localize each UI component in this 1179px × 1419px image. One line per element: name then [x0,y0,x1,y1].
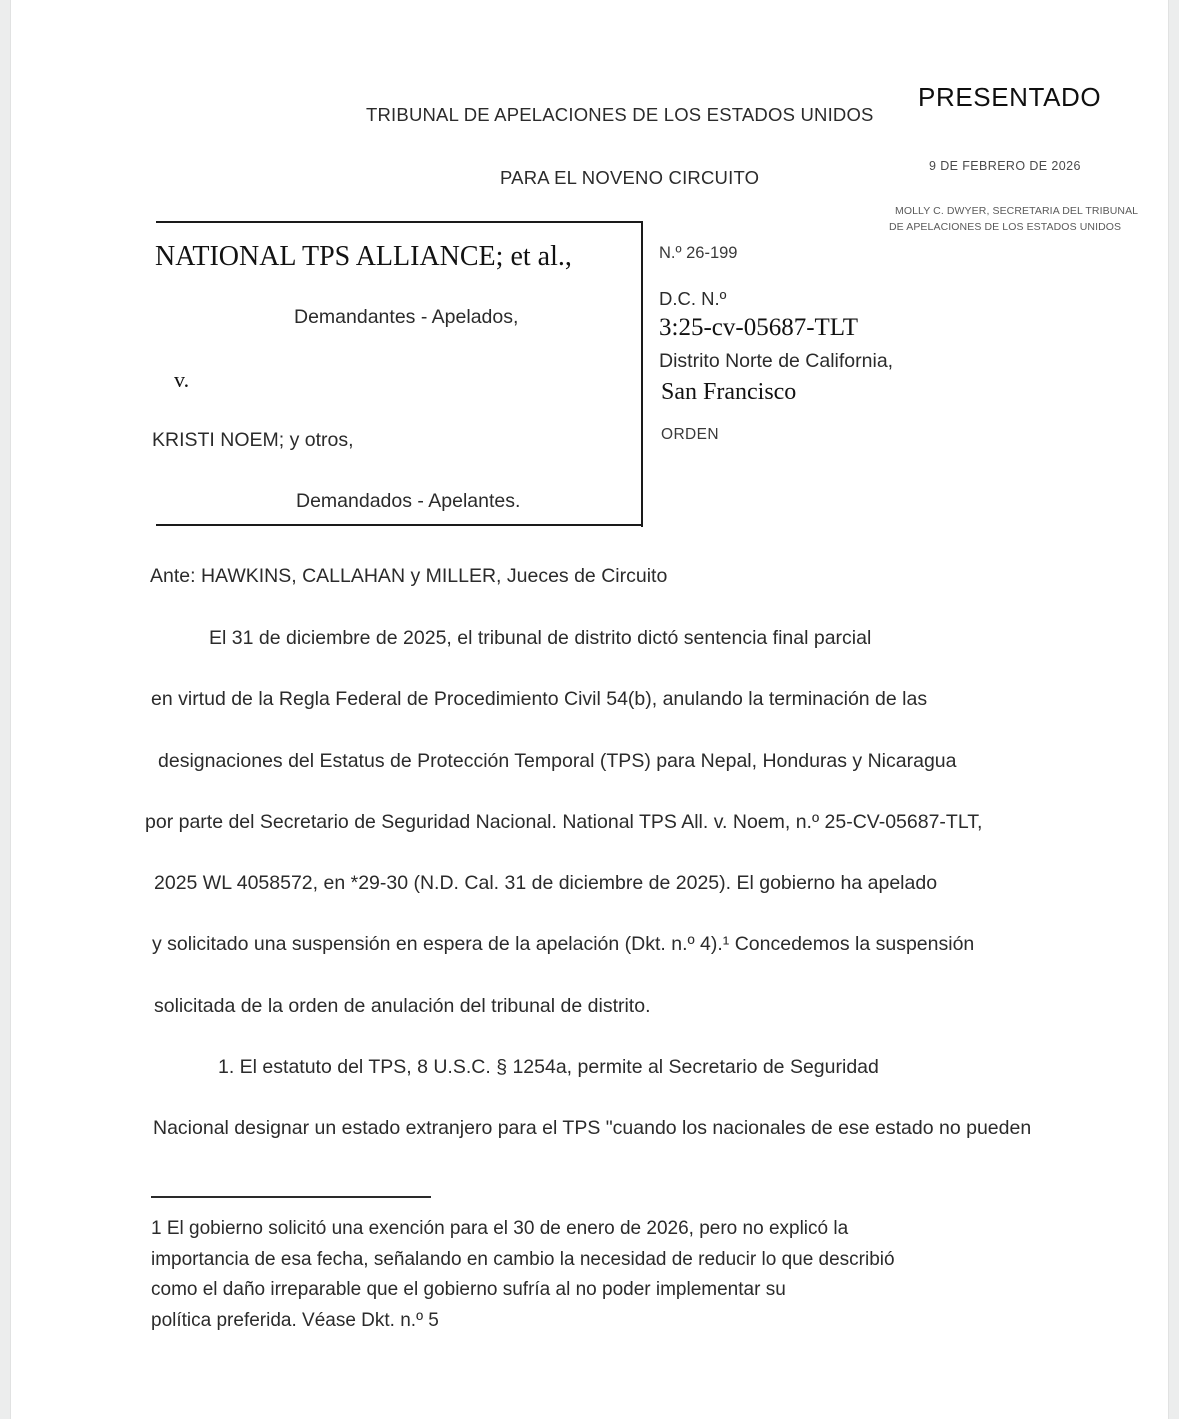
body-line: solicitada de la orden de anulación del tribunal de distrito. [154,995,651,1017]
district-court-city: San Francisco [661,379,797,405]
body-line: El 31 de diciembre de 2025, el tribunal de distrito dictó sentencia final parcial [209,627,872,649]
footnote-separator-rule [151,1196,431,1198]
document-page [11,0,1168,1419]
defendant-name: KRISTI NOEM; y otros, [152,429,354,451]
filing-stamp-title: PRESENTADO [918,82,1102,112]
footnote-line: política preferida. Véase Dkt. n.º 5 [151,1310,439,1331]
judicial-panel-line: Ante: HAWKINS, CALLAHAN y MILLER, Jueces de Circuito [150,565,668,587]
clerk-name-line-2: DE APELACIONES DE LOS ESTADOS UNIDOS [889,221,1122,233]
appeal-docket-number: N.º 26-199 [659,244,738,262]
plaintiff-role: Demandantes - Apelados, [294,306,519,328]
body-line: por parte del Secretario de Seguridad Nacional. National TPS All. v. Noem, n.º 25-CV-05687-TLT, [145,811,983,833]
versus-label: v. [174,367,190,392]
district-court-name: Distrito Norte de California, [659,350,894,372]
body-line: designaciones del Estatus de Protección Temporal (TPS) para Nepal, Honduras y Nicaragua [158,750,957,772]
body-line: Nacional designar un estado extranjero para el TPS "cuando los nacionales de ese estado no pueden [153,1117,1032,1139]
footnote-line: 1 El gobierno solicitó una exención para el 30 de enero de 2026, pero no explicó la [151,1218,849,1239]
body-line: 2025 WL 4058572, en *29-30 (N.D. Cal. 31 de diciembre de 2025). El gobierno ha apelado [154,872,938,894]
caption-box-bottom-rule [156,524,643,526]
court-name-line-1: TRIBUNAL DE APELACIONES DE LOS ESTADOS UNIDOS [366,104,874,125]
defendant-role: Demandados - Apelantes. [296,490,521,512]
body-line: y solicitado una suspensión en espera de la apelación (Dkt. n.º 4).¹ Concedemos la suspensión [152,933,975,955]
clerk-name-line-1: MOLLY C. DWYER, SECRETARIA DEL TRIBUNAL [895,205,1139,217]
document-type-label: ORDEN [661,426,719,443]
court-circuit-line: PARA EL NOVENO CIRCUITO [500,167,760,188]
footnote-line: como el daño irreparable que el gobierno sufría al no poder implementar su [151,1279,786,1300]
district-court-number: 3:25-cv-05687-TLT [659,314,859,341]
footnote-line: importancia de esa fecha, señalando en cambio la necesidad de reducir lo que describió [151,1249,895,1270]
district-court-label: D.C. N.º [659,288,727,309]
body-line: en virtud de la Regla Federal de Procedimiento Civil 54(b), anulando la terminación de las [151,688,928,710]
caption-box-top-rule [156,221,643,223]
filing-stamp-date: 9 DE FEBRERO DE 2026 [929,159,1081,173]
body-line: 1. El estatuto del TPS, 8 U.S.C. § 1254a, permite al Secretario de Seguridad [218,1056,879,1078]
caption-box-right-rule [641,221,643,527]
plaintiff-name: NATIONAL TPS ALLIANCE; et al., [155,241,572,272]
